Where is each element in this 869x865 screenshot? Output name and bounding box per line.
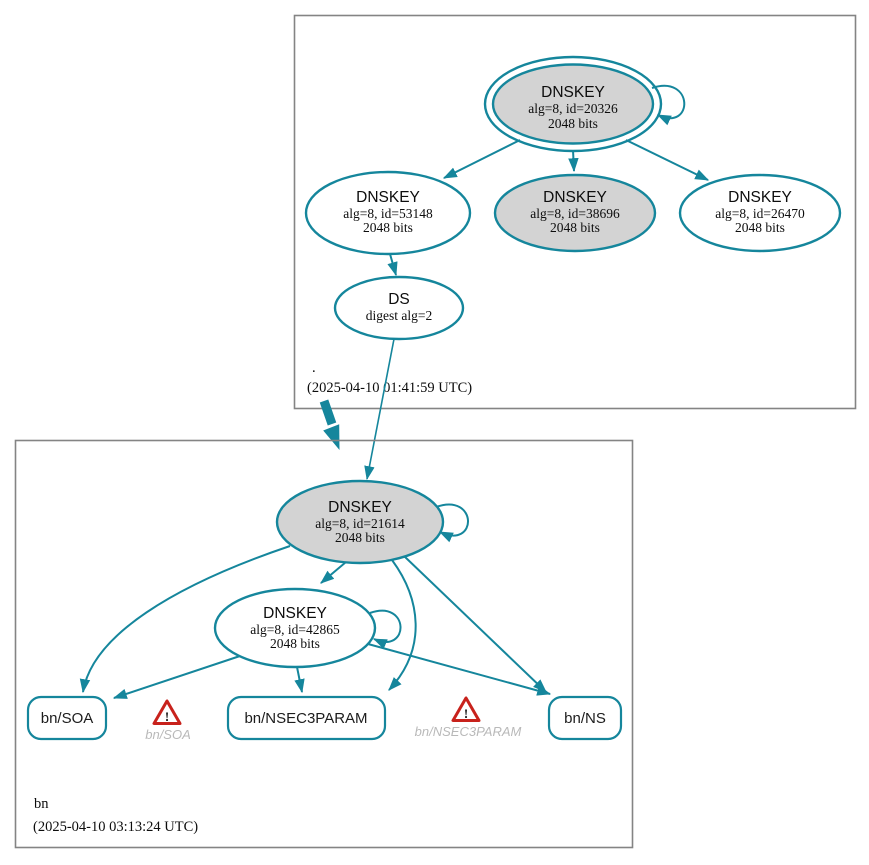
rrsig-edge-42865-to-nsec3param — [297, 667, 302, 692]
warning-exclamation: ! — [463, 706, 469, 721]
rrset-label: bn/NSEC3PARAM — [244, 710, 368, 727]
rrsig-edge-21614-to-42865 — [321, 562, 346, 583]
rrsig-edge-20326-to-38696 — [573, 150, 574, 171]
rrsig-edge-21614-to-nsec3param — [389, 560, 416, 690]
node-bits: 2048 bits — [363, 220, 413, 235]
node-title: DNSKEY — [541, 84, 605, 101]
rrset-label: bn/NS — [564, 710, 606, 727]
rrsig-edge-42865-to-soa — [114, 656, 240, 698]
node-rrset-bn-ns[interactable] — [549, 697, 621, 739]
node-title: DNSKEY — [728, 189, 792, 206]
node-alg-id: alg=8, id=26470 — [715, 206, 805, 221]
rrset-label: bn/SOA — [40, 710, 94, 727]
node-alg-id: alg=8, id=38696 — [530, 206, 620, 221]
node-rrset-bn-soa[interactable] — [28, 697, 106, 739]
zone-bn-timestamp: (2025-04-10 03:13:24 UTC) — [33, 819, 199, 835]
rrsig-edge-53148-to-ds — [390, 254, 396, 275]
warning-exclamation: ! — [164, 709, 170, 724]
warning-label: bn/NSEC3PARAM — [414, 724, 522, 739]
node-dnskey-20326[interactable] — [485, 57, 661, 151]
node-title: DNSKEY — [543, 189, 607, 206]
node-alg-id: alg=8, id=20326 — [528, 101, 618, 116]
node-title: DNSKEY — [263, 605, 327, 622]
node-alg-id: alg=8, id=53148 — [343, 206, 433, 221]
zone-bn-graph — [16, 441, 633, 848]
rrsig-edge-21614-to-ns — [404, 556, 546, 692]
node-alg-id: alg=8, id=42865 — [250, 622, 340, 637]
zone-root-timestamp: (2025-04-10 01:41:59 UTC) — [307, 380, 473, 396]
node-title: DNSKEY — [356, 189, 420, 206]
node-alg-id: alg=8, id=21614 — [315, 516, 405, 531]
warning-label: bn/SOA — [145, 727, 191, 742]
node-dnskey-21614[interactable] — [277, 481, 443, 563]
node-digest: digest alg=2 — [365, 308, 433, 323]
node-bits: 2048 bits — [550, 220, 600, 235]
warning-bn-nsec3param[interactable] — [415, 698, 522, 739]
node-rrset-bn-nsec3param[interactable] — [228, 697, 385, 739]
node-dnskey-26470[interactable] — [680, 175, 840, 251]
node-title: DS — [388, 291, 410, 308]
rrsig-edge-20326-to-53148 — [444, 140, 520, 178]
node-bits: 2048 bits — [270, 636, 320, 651]
warning-bn-soa[interactable] — [145, 701, 191, 742]
node-dnskey-38696[interactable] — [495, 175, 655, 251]
node-ds[interactable] — [335, 277, 463, 339]
node-bits: 2048 bits — [735, 220, 785, 235]
zone-bn-label: bn — [34, 796, 49, 812]
zone-root-graph — [295, 16, 856, 409]
rrsig-edge-20326-to-26470 — [626, 140, 708, 180]
node-dnskey-53148[interactable] — [306, 172, 470, 254]
node-bits: 2048 bits — [335, 530, 385, 545]
node-title: DNSKEY — [328, 499, 392, 516]
zone-root-label: . — [312, 360, 316, 376]
node-bits: 2048 bits — [548, 116, 598, 131]
node-dnskey-42865[interactable] — [215, 589, 375, 667]
